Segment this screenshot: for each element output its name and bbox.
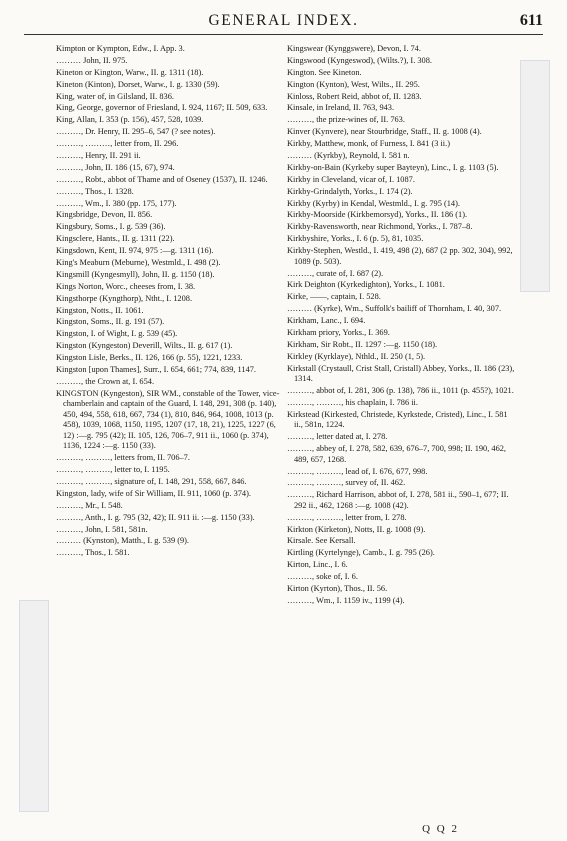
index-column-right [287, 44, 515, 608]
index-entry: ………, ………, letter from, I. 278. [287, 512, 407, 522]
index-entry: King, George, governor of Friesland, I. 924, 1167; II. 509, 633. [56, 103, 268, 113]
index-entry: ………, ………, signature of, I. 148, 291, 558, 667, 846. [56, 477, 247, 486]
index-entry: ………, Dr. Henry, II. 295–6, 547 (? see notes). [56, 127, 216, 137]
index-entry: Kirkstall (Crystaull, Crist Stall, Cristall) Abbey, Yorks., II. 186 (23), 1314. [287, 363, 515, 384]
index-entry: Kinloss, Robert Reid, abbot of, II. 1283. [287, 91, 422, 101]
index-entry: Kirkbyshire, Yorks., I. 6 (p. 5), 81, 1035. [287, 234, 424, 244]
index-entry: ……… (Kynston), Matth., I. g. 539 (9). [56, 536, 190, 546]
index-entry: ………, Robt., abbot of Thame and of Oseney (1537), II. 1246. [56, 174, 268, 184]
index-entry: Kirkby, Matthew, monk, of Furness, I. 841 (3 ii.) [287, 139, 450, 149]
index-entry: Kineton or Kington, Warw., II. g. 1311 (18). [56, 67, 204, 77]
index-entry: Kings Norton, Worc., cheeses from, I. 38. [56, 281, 196, 291]
index-entry: Kirke, ——, captain, I. 528. [287, 292, 381, 302]
index-entry: ……… (Kyrke), Wm., Suffolk's bailiff of Thornham, I. 40, 307. [287, 304, 502, 314]
index-entry: Kingston Lisle, Berks., II. 126, 166 (p. 55), 1221, 1233. [56, 353, 243, 363]
index-entry: Kirkby in Cleveland, vicar of, I. 1087. [287, 174, 415, 184]
index-entry: Kingsbury, Soms., I. g. 539 (36). [56, 222, 166, 232]
index-entry: Kingston, Notts., II. 1061. [56, 305, 144, 315]
page-number: 611 [519, 12, 543, 29]
page-title: GENERAL INDEX. [208, 12, 359, 29]
index-entry: Kirkham priory, Yorks., I. 369. [287, 327, 390, 337]
index-entry: Kirkby-Moorside (Kirkbemorsyd), Yorks., II. 186 (1). [287, 210, 468, 220]
index-entry: ………, letter dated at, I. 278. [287, 432, 388, 442]
index-entry: King, water of, in Gilsland, II. 836. [56, 91, 174, 101]
index-entry: Kineton (Kinton), Dorset, Warw., I. g. 1330 (59). [56, 79, 220, 89]
index-entry: ………, abbot of, I. 281, 306 (p. 138), 786 ii., 1011 (p. 455?), 1021. [287, 386, 514, 396]
index-entry: Kirkham, Sir Robt., II. 1297 :—g. 1150 (18). [287, 339, 438, 349]
index-entry: Kirton, Linc., I. 6. [287, 560, 348, 570]
index-entry: Kirkley (Kyrklaye), Nthld., II. 250 (1, 5). [287, 351, 426, 361]
index-entry: Kingswood (Kyngeswod), (Wilts.?), I. 308. [287, 55, 432, 65]
index-entry: Kirsale. See Kersall. [287, 536, 356, 546]
index-entry: Kirkby-Ravensworth, near Richmond, Yorks., I. 787–8. [287, 222, 473, 232]
library-stamp-watermark-lower [19, 600, 49, 812]
index-entry: ………, Wm., I. 1159 iv., 1199 (4). [287, 595, 405, 605]
index-entry: Kingsmill (Kyngesmyll), John, II. g. 1150 (18). [56, 269, 215, 279]
index-entry: ………, abbey of, I. 278, 582, 639, 676–7, 700, 998; II. 190, 462, 489, 657, 1268. [287, 444, 507, 464]
index-column-left [56, 44, 284, 560]
index-entry: Kingsclere, Hants., II. g. 1311 (22). [56, 234, 175, 244]
index-entry: ………, ………, lead of, I. 676, 677, 998. [287, 466, 428, 476]
index-entry: ………, ………, his chaplain, I. 786 ii. [287, 397, 418, 407]
index-entry: Kingston [upon Thames], Surr., I. 654, 661; 774, 839, 1147. [56, 365, 257, 375]
index-entry: Kirton (Kyrton), Thos., II. 56. [287, 584, 388, 594]
index-entry: Kingswear (Kynggswere), Devon, I. 74. [287, 44, 421, 53]
index-entry: ………, curate of, I. 687 (2). [287, 268, 384, 278]
index-entry: Kirtling (Kyrtelynge), Camb., I. g. 795 (26). [287, 548, 435, 558]
index-entry: Kirkby-on-Bain (Kyrkeby super Bayteyn), Linc., I. g. 1103 (5). [287, 162, 499, 172]
index-entry: ………, soke of, I. 6. [287, 572, 358, 582]
index-entry: ………, ………, survey of, II. 462. [287, 478, 406, 488]
index-entry: Kingston, I. of Wight, I. g. 539 (45). [56, 329, 178, 339]
index-entry: Kingsbridge, Devon, II. 856. [56, 210, 153, 220]
index-entry: ………, Richard Harrison, abbot of, I. 278, 581 ii., 590–1, 677; II. 292 ii., 462, 1268 :—g. 1008 (42). [287, 490, 509, 510]
index-entry: Kimpton or Kympton, Edw., I. App. 3. [56, 44, 185, 53]
index-entry: Kingsthorpe (Kyngthorp), Ntht., I. 1208. [56, 293, 193, 303]
index-entry: Kirkham, Lanc., I. 694. [287, 316, 366, 326]
index-entry: ………, John, II. 186 (15, 67), 974. [56, 162, 175, 172]
index-entry: ………, Thos., I. 581. [56, 548, 130, 558]
index-entry: ………, Henry, II. 291 ii. [56, 151, 141, 161]
index-entry: ………, John, I. 581, 581n. [56, 524, 148, 534]
header-rule [24, 34, 543, 35]
index-entry: ………, the prize-wines of, II. 763. [287, 115, 405, 125]
index-entry: Kingston, lady, wife of Sir William, II. 911, 1060 (p. 374). [56, 488, 251, 498]
index-entry: ………, ………, letters from, II. 706–7. [56, 453, 190, 463]
index-entry: Kingston, Soms., II. g. 191 (57). [56, 317, 165, 327]
index-entry: Kinver (Kynvere), near Stourbridge, Staff., II. g. 1008 (4). [287, 127, 482, 137]
index-entry: ………, Mr., I. 548. [56, 500, 123, 510]
index-entry: ………, Anth., I. g. 795 (32, 42); II. 911 ii. :—g. 1150 (33). [56, 512, 255, 522]
index-entry: Kirkby-Grindalyth, Yorks., I. 174 (2). [287, 186, 413, 196]
library-stamp-watermark [520, 60, 550, 292]
index-entry: Kinsale, in Ireland, II. 763, 943. [287, 103, 395, 113]
index-entry: ………, Thos., I. 1328. [56, 186, 134, 196]
index-entry: Kirkby-Stephen, Westld., I. 419, 498 (2), 687 (2 pp. 302, 304), 992, 1089 (p. 503). [287, 246, 513, 266]
signature-mark: Q Q 2 [422, 823, 459, 835]
index-entry: ………, the Crown at, I. 654. [56, 376, 155, 386]
page-header [0, 12, 567, 32]
index-entry: King's Meaburn (Meburne), Westmld., I. 498 (2). [56, 258, 221, 268]
index-entry: ………, ………, letter from, II. 296. [56, 139, 179, 149]
index-entry: Kington. See Kineton. [287, 67, 362, 77]
index-entry: Kingsdown, Kent, II. 974, 975 :—g. 1311 (16). [56, 246, 214, 256]
index-entry: Kingston (Kyngeston) Deverill, Wilts., II. g. 617 (1). [56, 341, 233, 351]
index-entry: Kirkby (Kyrby) in Kendal, Westmld., I. g. 795 (14). [287, 198, 460, 208]
index-entry: Kirkstead (Kirkested, Christede, Kyrkstede, Cristed), Linc., I. 581 ii., 581n, 1224. [287, 409, 508, 430]
index-entry: Kington (Kynton), West, Wilts., II. 295. [287, 79, 420, 89]
index-entry: ……… (Kyrkby), Reynold, I. 581 n. [287, 151, 410, 161]
index-entry: King, Allan, I. 353 (p. 156), 457, 528, 1039. [56, 115, 204, 125]
index-entry: Kirkton (Kirketon), Notts, II. g. 1008 (9). [287, 524, 426, 534]
index-entry: Kirk Deighton (Kyrkedighton), Yorks., I. 1081. [287, 280, 445, 290]
index-entry: KINGSTON (Kyngeston), SIR WM., constable of the Tower, vice-chamberlain and captain of the Guard, I. 148, 291, 308 (p. 140), 450, 494, 558, 618, 667, 734 (1), 810, 846, 964, 1008, 1013 (p. 458), 1039, 1068, 1150, 1195, 1207 (17, 18, 21), 1225, 1227 (6, 12) :—g. 795 (42); II. 105, 126, 706–7, 911 ii., 1060 (p. 374), 1136, 1224 :—g. 1150 (33). [56, 388, 280, 451]
index-entry: ………, ………, letter to, I. 1195. [56, 465, 170, 475]
index-entry: ……… John, II. 975. [56, 55, 128, 65]
index-entry: ………, Wm., I. 380 (pp. 175, 177). [56, 198, 177, 208]
